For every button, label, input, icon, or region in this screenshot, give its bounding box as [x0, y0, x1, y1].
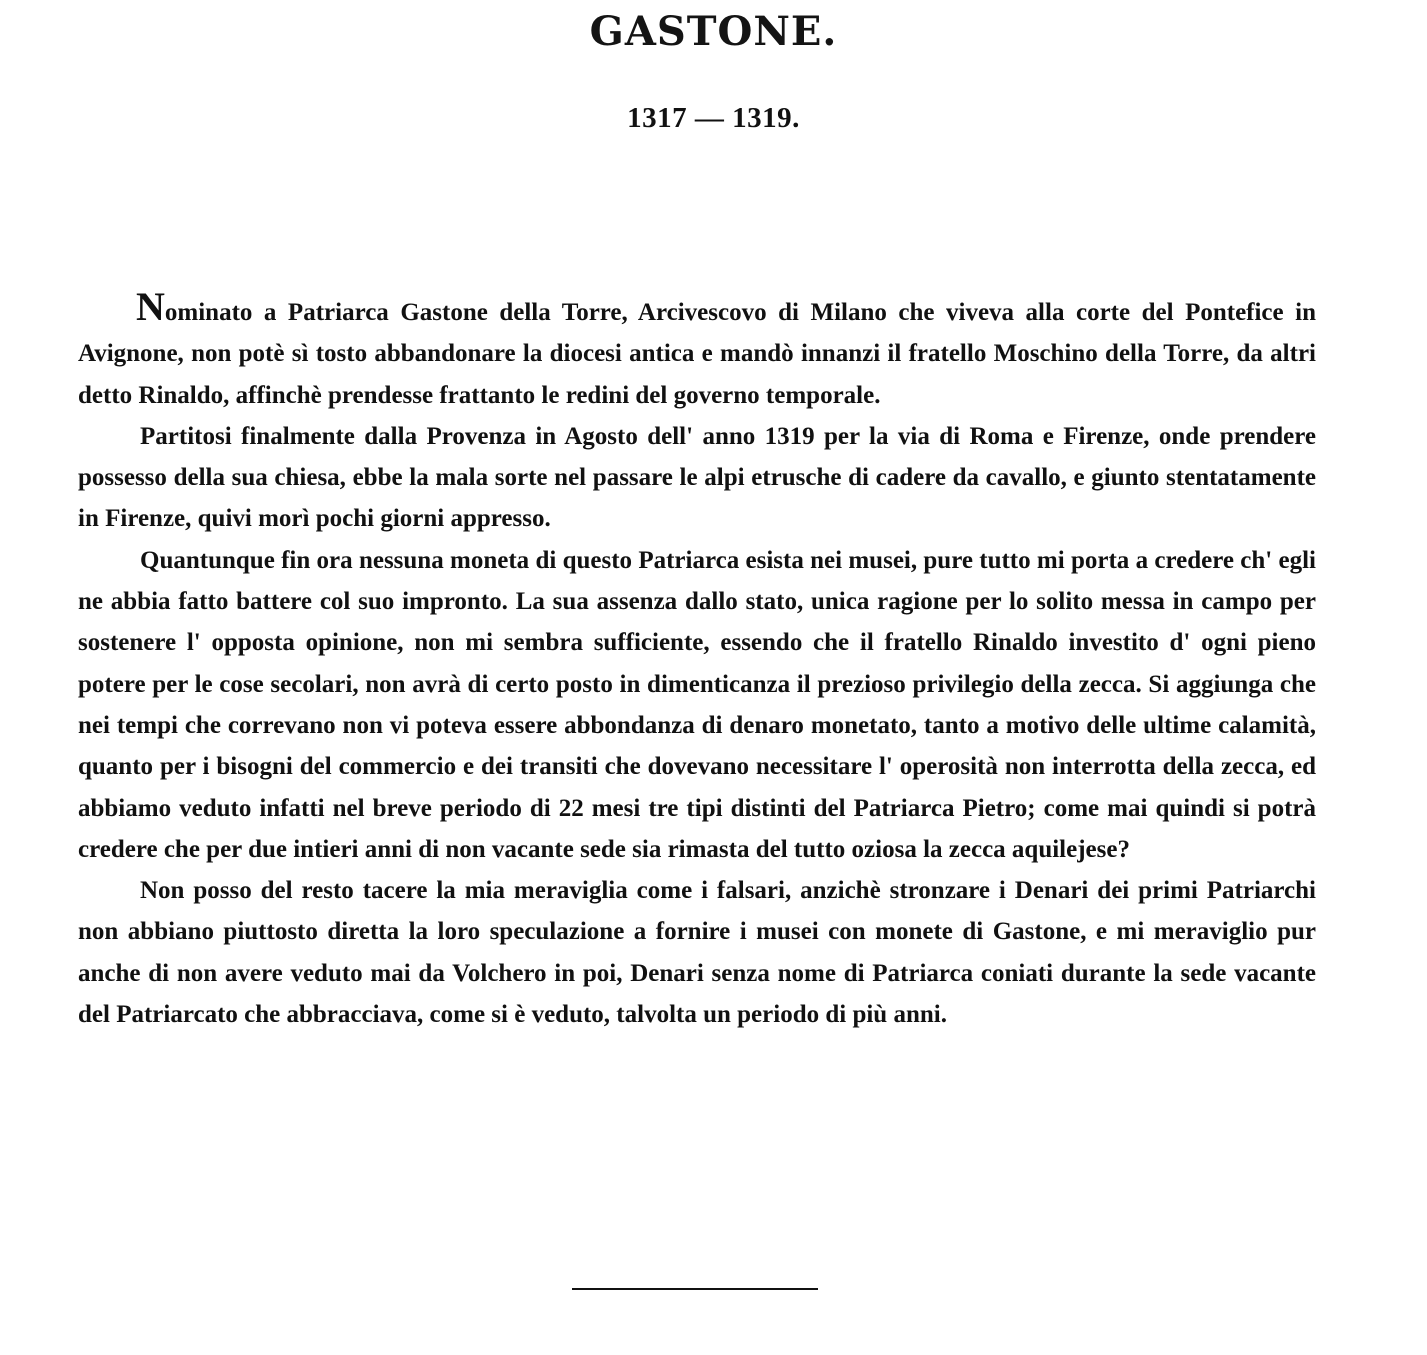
title-container	[0, 10, 1427, 54]
reign-years: 1317 — 1319.	[627, 102, 800, 134]
page-title: GASTONE.	[586, 10, 842, 54]
paragraph-4: Non posso del resto tacere la mia meraviglia come i falsari, anzichè stronzare i Denari dei primi Patriarchi non abbiano piuttosto diretta la loro speculazione a fornire i musei con monete di Gastone, e mi meraviglio pur anche di non avere veduto mai da Volchero in poi, Denari senza nome di Patriarca coniati durante la sede vacante del Patriarcato che abbracciava, come si è veduto, talvolta un periodo di più anni.	[78, 877, 1316, 1029]
paragraph-2: Partitosi finalmente dalla Provenza in Agosto dell' anno 1319 per la via di Roma e Firenze, onde prendere possesso della sua chiesa, ebbe la mala sorte nel passare le alpi etrusche di cadere da cavallo, e giunto stentatamente in Firenze, quivi morì pochi giorni appresso.	[78, 422, 1316, 533]
body-text	[78, 284, 1316, 1035]
paragraph-1-text: ominato a Patriarca Gastone della Torre, Arcivescovo di Milano che viveva alla corte del Pontefice in Avignone, non potè sì tosto abbandonare la diocesi antica e mandò innanzi il fratello Moschino della Torre, da altri detto Rinaldo, affinchè prendesse frattanto le redini del governo temporale.	[78, 299, 1316, 409]
paragraph-1	[78, 284, 1316, 416]
drop-capital: N	[136, 284, 165, 329]
closing-rule	[572, 1288, 818, 1290]
paragraph-3: Quantunque fin ora nessuna moneta di questo Patriarca esista nei musei, pure tutto mi porta a credere ch' egli ne abbia fatto battere col suo impronto. La sua assenza dallo stato, unica ragione per lo solito messa in campo per sostenere l' opposta opinione, non mi sembra sufficiente, essendo che il fratello Rinaldo investito d' ogni pieno potere per le cose secolari, non avrà di certo posto in dimenticanza il prezioso privilegio della zecca. Si aggiunga che nei tempi che correvano non vi poteva essere abbondanza di denaro monetato, tanto a motivo delle ultime calamità, quanto per i bisogni del commercio e dei transiti che dovevano necessitare l' operosità non interrotta della zecca, ed abbiamo veduto infatti nel breve periodo di 22 mesi tre tipi distinti del Patriarca Pietro; come mai quindi si potrà credere che per due intieri anni di non vacante sede sia rimasta del tutto oziosa la zecca aquilejese?	[78, 546, 1316, 863]
